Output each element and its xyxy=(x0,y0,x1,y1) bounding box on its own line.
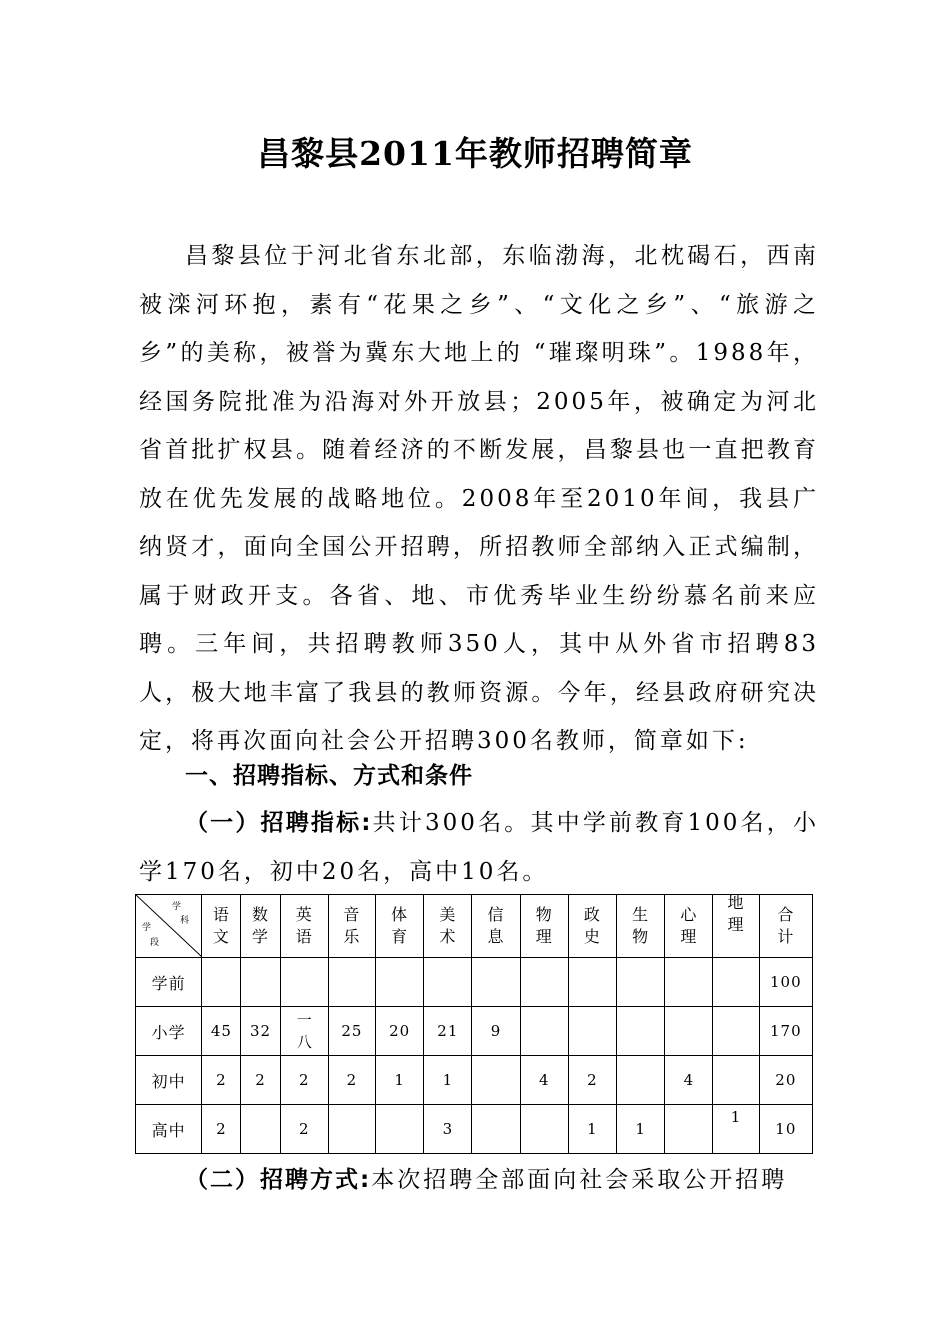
table-cell: 2 xyxy=(568,1056,616,1105)
table-cell xyxy=(713,958,759,1007)
table-cell: 2 xyxy=(202,1056,241,1105)
table-cell: 21 xyxy=(424,1007,472,1056)
table-cell xyxy=(472,1056,520,1105)
table-cell xyxy=(241,1105,280,1154)
table-cell xyxy=(713,1007,759,1056)
table-cell xyxy=(241,958,280,1007)
table-cell xyxy=(568,958,616,1007)
table-cell: 20 xyxy=(376,1007,424,1056)
table-cell: 2 xyxy=(280,1056,328,1105)
table-cell xyxy=(520,1007,568,1056)
table-cell-total: 20 xyxy=(759,1056,812,1105)
quota-paragraph xyxy=(139,799,819,896)
subject-header-physics: 物 理 xyxy=(520,895,568,958)
corner-stage-top: 学 xyxy=(142,923,153,933)
subject-header-math: 数 学 xyxy=(241,895,280,958)
table-cell xyxy=(617,1007,665,1056)
subject-header-music: 音 乐 xyxy=(328,895,375,958)
table-cell xyxy=(424,958,472,1007)
row-header-primary: 小学 xyxy=(136,1007,202,1056)
table-cell: 3 xyxy=(424,1105,472,1154)
table-cell xyxy=(280,958,328,1007)
method-text: 本次招聘全部面向社会采取公开招聘 xyxy=(371,1167,788,1193)
table-header-row xyxy=(136,895,813,958)
vertical-number: 一八 xyxy=(296,1010,313,1051)
quota-text: 共计300名。其中学前教育100名，小学170名，初中20名，高中10名。 xyxy=(139,810,819,885)
table-cell: 1 xyxy=(568,1105,616,1154)
table-cell xyxy=(520,958,568,1007)
table-cell xyxy=(472,958,520,1007)
row-header-junior: 初中 xyxy=(136,1056,202,1105)
table-cell: 2 xyxy=(241,1056,280,1105)
intro-paragraph: 昌黎县位于河北省东北部，东临渤海，北枕碣石，西南被滦河环抱，素有“花果之乡”、“文化之乡”、“旅游之乡”的美称，被誉为冀东大地上的 “璀璨明珠”。1988年，经国务院批准为沿海对外开放县；2005年，被确定为河北省首批扩权县。随着经济的不断发展，昌黎县也一直把教育放在优先发展的战略地位。2008年至2010年间，我县广纳贤才，面向全国公开招聘，所招教师全部纳入正式编制，属于财政开支。各省、地、市优秀毕业生纷纷慕名前来应聘。三年间，共招聘教师350人，其中从外省市招聘83人，极大地丰富了我县的教师资源。今年，经县政府研究决定，将再次面向社会公开招聘300名教师，简章如下: xyxy=(139,243,819,754)
subject-header-total: 合 计 xyxy=(759,895,812,958)
table-cell: 9 xyxy=(472,1007,520,1056)
table-cell xyxy=(376,1105,424,1154)
recruitment-quota-table xyxy=(135,894,813,1154)
subject-header-it: 信 息 xyxy=(472,895,520,958)
table-cell: 1 xyxy=(424,1056,472,1105)
table-row xyxy=(136,958,813,1007)
table-cell xyxy=(665,958,713,1007)
table-cell xyxy=(376,958,424,1007)
table-cell: 25 xyxy=(328,1007,375,1056)
table-cell-english-primary xyxy=(280,1007,328,1056)
geography-senior-value: 1 xyxy=(730,1108,742,1126)
subject-header-biology: 生 物 xyxy=(617,895,665,958)
table-cell xyxy=(568,1007,616,1056)
method-label: （二）招聘方式: xyxy=(185,1167,372,1193)
subject-header-art: 美 术 xyxy=(424,895,472,958)
table-cell xyxy=(617,1056,665,1105)
table-cell: 32 xyxy=(241,1007,280,1056)
table-cell xyxy=(520,1105,568,1154)
table-cell xyxy=(665,1105,713,1154)
method-paragraph xyxy=(139,1156,819,1205)
section-1-heading: 一、招聘指标、方式和条件 xyxy=(185,763,473,789)
table-cell xyxy=(328,1105,375,1154)
table-cell: 1 xyxy=(617,1105,665,1154)
table-cell xyxy=(713,1056,759,1105)
row-header-preschool: 学前 xyxy=(136,958,202,1007)
subject-header-pe: 体 育 xyxy=(376,895,424,958)
table-cell-total: 170 xyxy=(759,1007,812,1056)
corner-stage-bottom: 段 xyxy=(150,938,161,948)
table-cell xyxy=(472,1105,520,1154)
table-cell: 1 xyxy=(376,1056,424,1105)
table-cell xyxy=(665,1007,713,1056)
table-cell xyxy=(202,958,241,1007)
table-cell xyxy=(617,958,665,1007)
subject-header-chinese: 语 文 xyxy=(202,895,241,958)
subject-header-geography: 地 理 xyxy=(713,895,759,958)
table-row xyxy=(136,1007,813,1056)
table-row xyxy=(136,1056,813,1105)
table-cell: 2 xyxy=(202,1105,241,1154)
row-header-senior: 高中 xyxy=(136,1105,202,1154)
table-cell xyxy=(328,958,375,1007)
corner-subject-bottom: 科 xyxy=(180,916,191,926)
corner-subject-top: 学 xyxy=(172,902,183,912)
subject-header-politics-history: 政 史 xyxy=(568,895,616,958)
table-row xyxy=(136,1105,813,1154)
quota-label: （一）招聘指标: xyxy=(185,810,373,836)
table-cell: 4 xyxy=(520,1056,568,1105)
subject-header-psychology: 心 理 xyxy=(665,895,713,958)
table-cell xyxy=(713,1105,759,1154)
table-cell: 2 xyxy=(328,1056,375,1105)
table-cell: 2 xyxy=(280,1105,328,1154)
subject-header-english: 英 语 xyxy=(280,895,328,958)
table-corner-cell xyxy=(136,895,202,958)
document-title: 昌黎县2011年教师招聘简章 xyxy=(257,134,693,173)
table-cell: 45 xyxy=(202,1007,241,1056)
table-cell: 4 xyxy=(665,1056,713,1105)
table-cell-total: 100 xyxy=(759,958,812,1007)
table-cell-total: 10 xyxy=(759,1105,812,1154)
